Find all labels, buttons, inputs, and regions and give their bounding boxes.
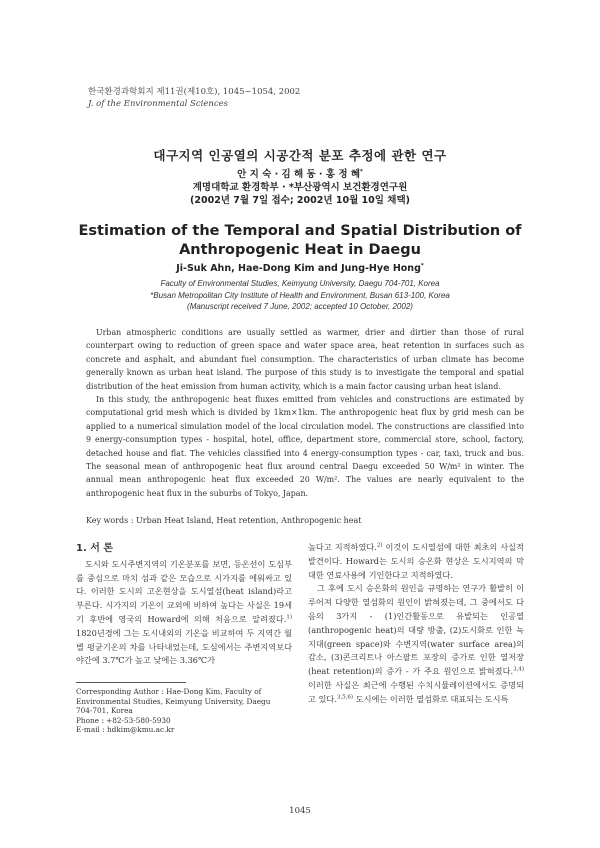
keywords: Key words : Urban Heat Island, Heat retention, Anthropogenic heat [86,516,362,525]
citation-ref: 1) [286,614,292,621]
intro-text-d: 이것이 도시열섬에 대한 최초의 사실적 발견이다. Howard는 도시의 승온화 현상은 도시지역의 막대한 연료사용에 기인한다고 지적하였다. [308,542,525,580]
intro-paragraph-1 [76,558,292,668]
page-number: 1045 [289,806,311,816]
affiliation-1: Faculty of Environmental Studies, Keimyung University, Daegu 704-701, Korea [160,279,440,288]
korean-authors [0,168,600,181]
korean-received: (2002년 7월 7일 접수; 2002년 10월 10일 채택) [190,195,410,206]
section-heading-introduction: 1. 서 론 [76,543,114,554]
affiliation-2: *Busan Metropolitan City Institute of Health and Environment, Busan 613-100, Korea [150,290,450,300]
left-column [76,542,292,668]
footnote-email: E-mail : hdkim@kmu.ac.kr [76,725,175,735]
footnote-phone: Phone : +82-53-580-5930 [76,715,171,725]
journal-citation-ko: 한국환경과학회지 제11권(제10호), 1045~1054, 2002 [88,87,301,97]
citation-ref: 2) [376,542,383,549]
english-authors-names: Ji-Suk Ahn, Hae-Dong Kim and Jung-Hye Hong [176,263,421,274]
english-authors [0,263,600,274]
korean-title: 대구지역 인공열의 시공간적 분포 추정에 관한 연구 [153,148,447,163]
journal-citation [88,86,300,110]
abstract-paragraph-1: Urban atmospheric conditions are usually settled as warmer, drier and dirtier than those of rural counterpart owing to reduction of green space and water space area, heat retention in surfaces such as concrete and asphalt, and abundant fuel consumption. The characteristics of urban climate has become generally known as urban heat island. The purpose of this study is to investigate the temporal and spatial distribution of the heat emission from human activity, which is a main factor causing urban heat island. [86,328,524,391]
right-column [308,541,524,707]
intro-paragraph-2 [308,582,524,706]
intro-text-f: 이러한 사실은 최근에 수행된 수치시뮬레이션에서도 증명되고 있다. [308,679,524,704]
intro-paragraph-1-continued [308,541,524,582]
footnote-author: Corresponding Author : Hae-Dong Kim, Faculty of Environmental Studies, Keimyung University, Daegu 704-701, Korea [76,687,271,716]
english-affiliations [0,278,600,313]
english-authors-mark: * [420,262,424,269]
english-title-line2: Anthropogenic Heat in Daegu [179,242,421,258]
intro-text-a: 도시와 도시주변지역의 기온분포를 보면, 등온선이 도심부를 중심으로 마치 섬과 같은 모습으로 시가지를 에워싸고 있다. 이러한 도시의 고온현상을 도시열섬(heat island)라고 부른다. 시가지의 기온이 교외에 비하여 높다는 사실은 19세기 후반에 영국의 Howard에 의해 처음으로 알려졌다. [76,558,292,624]
corresponding-author-footnote [76,687,288,735]
footnote-divider [76,682,186,683]
english-title-line1: Estimation of the Temporal and Spatial Distribution of [78,223,522,239]
korean-affiliation: 계명대학교 환경학부 · *부산광역시 보건환경연구원 [192,182,408,193]
korean-authors-mark: * [360,168,363,175]
intro-text-e: 그 후에 도시 승온화의 원인을 규명하는 연구가 활발히 이루어져 다양한 열섬화의 원인이 밝혀졌는데, 그 중에서도 다음의 3가지 - (1)인간활동으로 유발되는 인공열(anthropogenic heat)의 대량 방출, (2)도시화로 인한 녹지대(green space)와 수변지역(water surface area)의 감소, (3)콘크리트나 아스팔트 포장의 증가로 인한 열저장(heat retention)의 증가 - 가 주요 원인으로 밝혀졌다. [308,583,524,677]
korean-authors-names: 안 지 숙 · 김 해 동 · 홍 정 혜 [237,169,360,180]
journal-citation-en: J. of the Environmental Sciences [88,99,229,109]
intro-text-b: 1820년경에 그는 도시내외의 기온을 비교하여 두 지역간 월별 평균기온의 차를 나타내었는데, 도심에서는 주변지역보다 야간에 3.7℃가 높고 낮에는 3.36℃가 [76,627,292,666]
intro-text-g: 도시에는 이러한 열섬화로 대표되는 도시특 [353,693,509,704]
abstract [86,326,524,500]
citation-ref: 3,5,6) [336,694,354,701]
manuscript-received: (Manuscript received 7 June, 2002; accepted 10 October, 2002) [187,302,413,311]
abstract-paragraph-2: In this study, the anthropogenic heat fluxes emitted from vehicles and constructions are estimated by computational grid mesh which is divided by 1km×1km. The anthropogenic heat flux by grid mesh can be applied to a numerical simulation model of the local circulation model. The constructions are classified into 9 energy-consumption types - hospital, hotel, office, department store, commercial store, school, factory, detached house and flat. The vehicles classified into 4 energy-consumption types - car, taxi, truck and bus. The seasonal mean of anthropogenic heat flux around central Daegu exceeded 50 W/m² in winter. The annual mean anthropogenic heat flux exceeded 20 W/m². The values are nearly equivalent to the anthropogenic heat flux in the suburbs of Tokyo, Japan. [86,395,524,498]
korean-author-block [0,168,600,207]
intro-text-c: 높다고 지적하였다. [308,542,377,552]
english-title [0,222,600,260]
citation-ref: 3,4) [513,666,524,673]
